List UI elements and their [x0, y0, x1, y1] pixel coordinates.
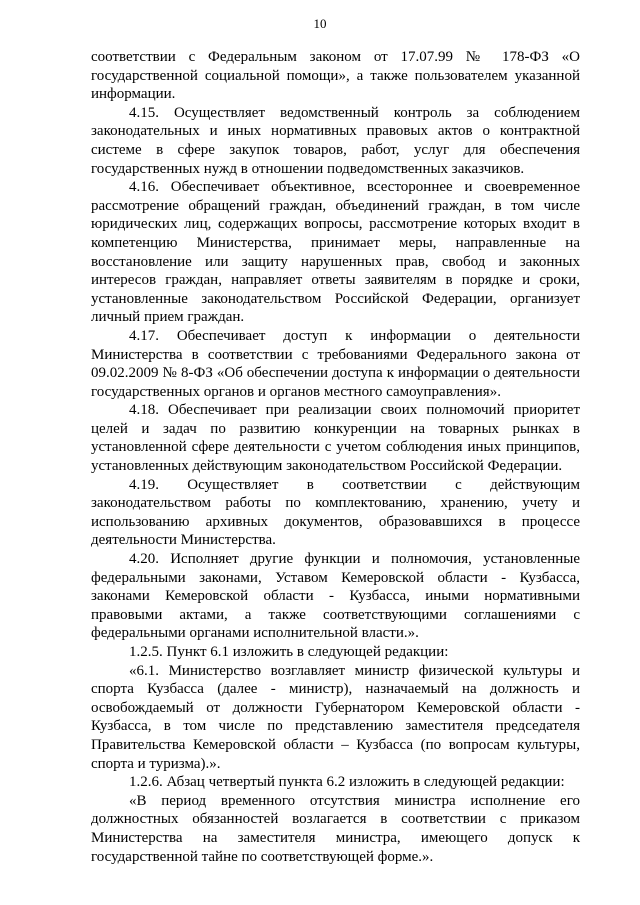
paragraph-1-2-5: 1.2.5. Пункт 6.1 изложить в следующей редакции: [129, 644, 449, 660]
paragraph-6-1: «6.1. Министерство возглавляет министр физической культуры и спорта Кузбасса (далее - министр), назначаемый на должность и освобождаемый от должности Губернатором Кемеровской области - Кузбасса, в том числе по представлению заместителя председателя Правительства Кемеровской области – Кузбасса (по вопросам культуры, спорта и туризма).». [91, 662, 580, 772]
document-body [91, 48, 580, 866]
paragraph-4-18: 4.18. Обеспечивает при реализации своих полномочий приоритет целей и задач по развитию конкуренции на товарных рынках в установленной сфере деятельности с учетом соблюдения иных принципов, установленных действующим законодательством Российской Федерации. [91, 402, 580, 475]
paragraph-continuation: соответствии с Федеральным законом от 17.07.99 № 178-ФЗ «О государственной социальной помощи», а также пользователем указанной информации. [91, 49, 580, 103]
paragraph-4-16: 4.16. Обеспечивает объективное, всестороннее и своевременное рассмотрение обращений граждан, объединений граждан, в том числе юридических лиц, содержащих вопросы, рассмотрение которых входит в компетенцию Министерства, принимает меры, направленные на восстановление или защиту нарушенных прав, свобод и законных интересов граждан, направляет ответы заявителям в порядке и сроки, установленные законодательством Российской Федерации, организует личный прием граждан. [91, 179, 580, 326]
paragraph-4-19: 4.19. Осуществляет в соответствии с действующим законодательством работы по комплектованию, хранению, учету и использованию архивных документов, образовавшихся в процессе деятельности Министерства. [91, 476, 580, 549]
paragraph-6-2-quote: «В период временного отсутствия министра исполнение его должностных обязанностей возлагается в соответствии с приказом Министерства на заместителя министра, имеющего допуск к государственной тайне по соответствующей форме.». [91, 792, 580, 865]
paragraph-4-17: 4.17. Обеспечивает доступ к информации о деятельности Министерства в соответствии с требованиями Федерального закона от 09.02.2009 № 8-ФЗ «Об обеспечении доступа к информации о деятельности государственных органов и органов местного самоуправления». [91, 327, 580, 400]
paragraph-4-15: 4.15. Осуществляет ведомственный контроль за соблюдением законодательных и иных нормативных правовых актов о контрактной системе в сфере закупок товаров, работ, услуг для обеспечения государственных нужд в отношении подведомственных заказчиков. [91, 104, 580, 177]
paragraph-1-2-6: 1.2.6. Абзац четвертый пункта 6.2 изложить в следующей редакции: [129, 774, 565, 791]
page-number: 10 [313, 16, 327, 31]
paragraph-4-20: 4.20. Исполняет другие функции и полномочия, установленные федеральными законами, Уставом Кемеровской области - Кузбасса, законами Кемеровской области - Кузбасса, иными нормативными правовыми актами, а также соответствующими соглашениями с федеральными органами исполнительной власти.». [91, 551, 580, 642]
